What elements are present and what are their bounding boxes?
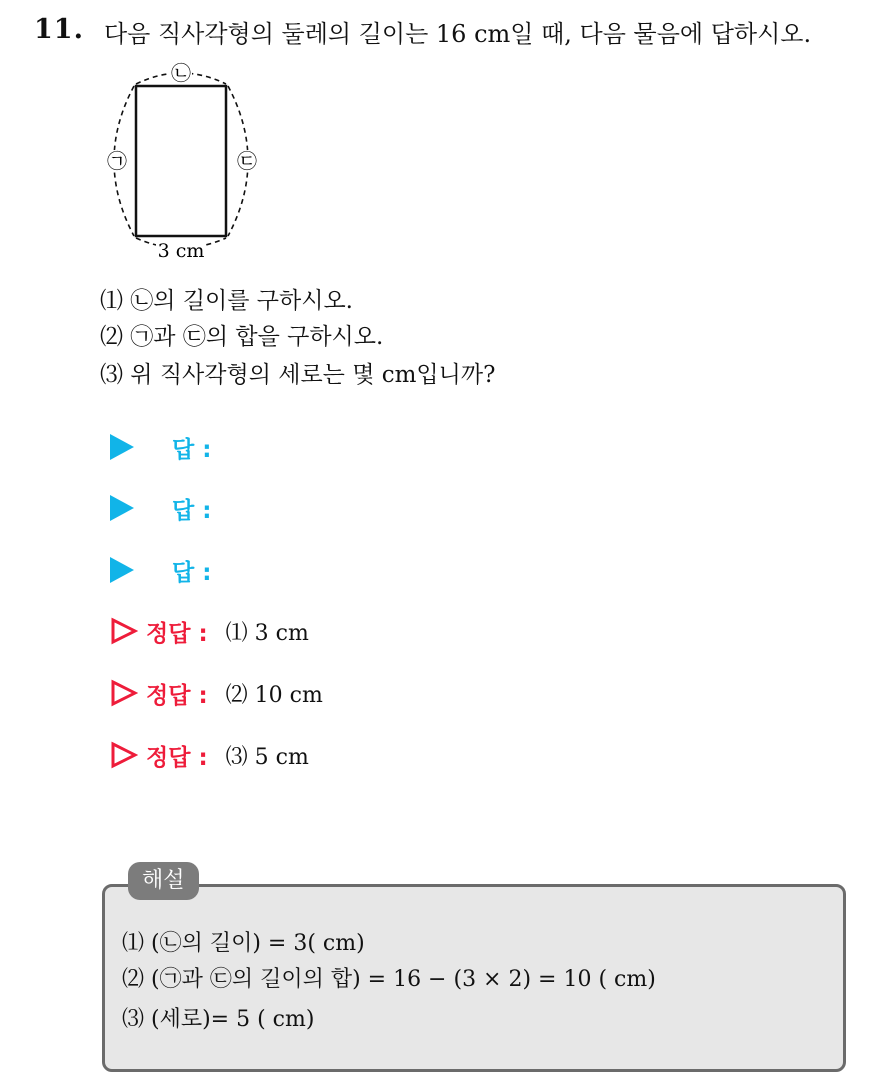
question-text: 다음 직사각형의 둘레의 길이는 16 cm일 때, 다음 물음에 답하시오. — [104, 20, 812, 48]
label-right: ㉢ — [237, 149, 257, 173]
correct-value: ⑵ 10 cm — [225, 682, 323, 708]
answer-label: 답 : — [172, 436, 212, 463]
outline-arrow-icon — [110, 617, 138, 645]
correct-row-3 — [110, 738, 309, 772]
correct-value: ⑶ 5 cm — [225, 744, 309, 770]
subquestion-2: ⑵ ㉠과 ㉢의 합을 구하시오. — [100, 324, 384, 350]
correct-label: 정답 : — [146, 682, 208, 709]
rectangle-figure — [104, 58, 274, 268]
question-number: 11. — [34, 14, 84, 45]
subquestion-3: ⑶ 위 직사각형의 세로는 몇 cm입니까? — [100, 362, 496, 388]
solution-line-2: ⑵ (㉠과 ㉢의 길이의 합) = 16 − (3 × 2) = 10 ( cm) — [122, 967, 656, 992]
solution-tab: 해설 — [128, 862, 199, 900]
solution-line-1: ⑴ (㉡의 길이) = 3( cm) — [122, 931, 365, 956]
correct-label: 정답 : — [146, 744, 208, 771]
outline-arrow-icon — [110, 679, 138, 707]
correct-row-1 — [110, 614, 309, 648]
answer-label: 답 : — [172, 559, 212, 586]
answer-row-1[interactable] — [110, 430, 211, 464]
answer-label: 답 : — [172, 497, 212, 524]
rectangle — [136, 86, 226, 236]
answer-row-3[interactable] — [110, 553, 211, 587]
label-top: ㉡ — [171, 61, 191, 85]
correct-row-2 — [110, 676, 323, 710]
solution-line-3: ⑶ (세로)= 5 ( cm) — [122, 1007, 315, 1032]
label-bottom: 3 cm — [157, 240, 205, 262]
play-arrow-icon — [110, 495, 134, 521]
answer-row-2[interactable] — [110, 491, 211, 525]
play-arrow-icon — [110, 434, 134, 460]
label-left: ㉠ — [107, 149, 127, 173]
correct-value: ⑴ 3 cm — [225, 620, 309, 646]
correct-label: 정답 : — [146, 620, 208, 647]
play-arrow-icon — [110, 557, 134, 583]
subquestion-1: ⑴ ㉡의 길이를 구하시오. — [100, 288, 353, 314]
outline-arrow-icon — [110, 741, 138, 769]
